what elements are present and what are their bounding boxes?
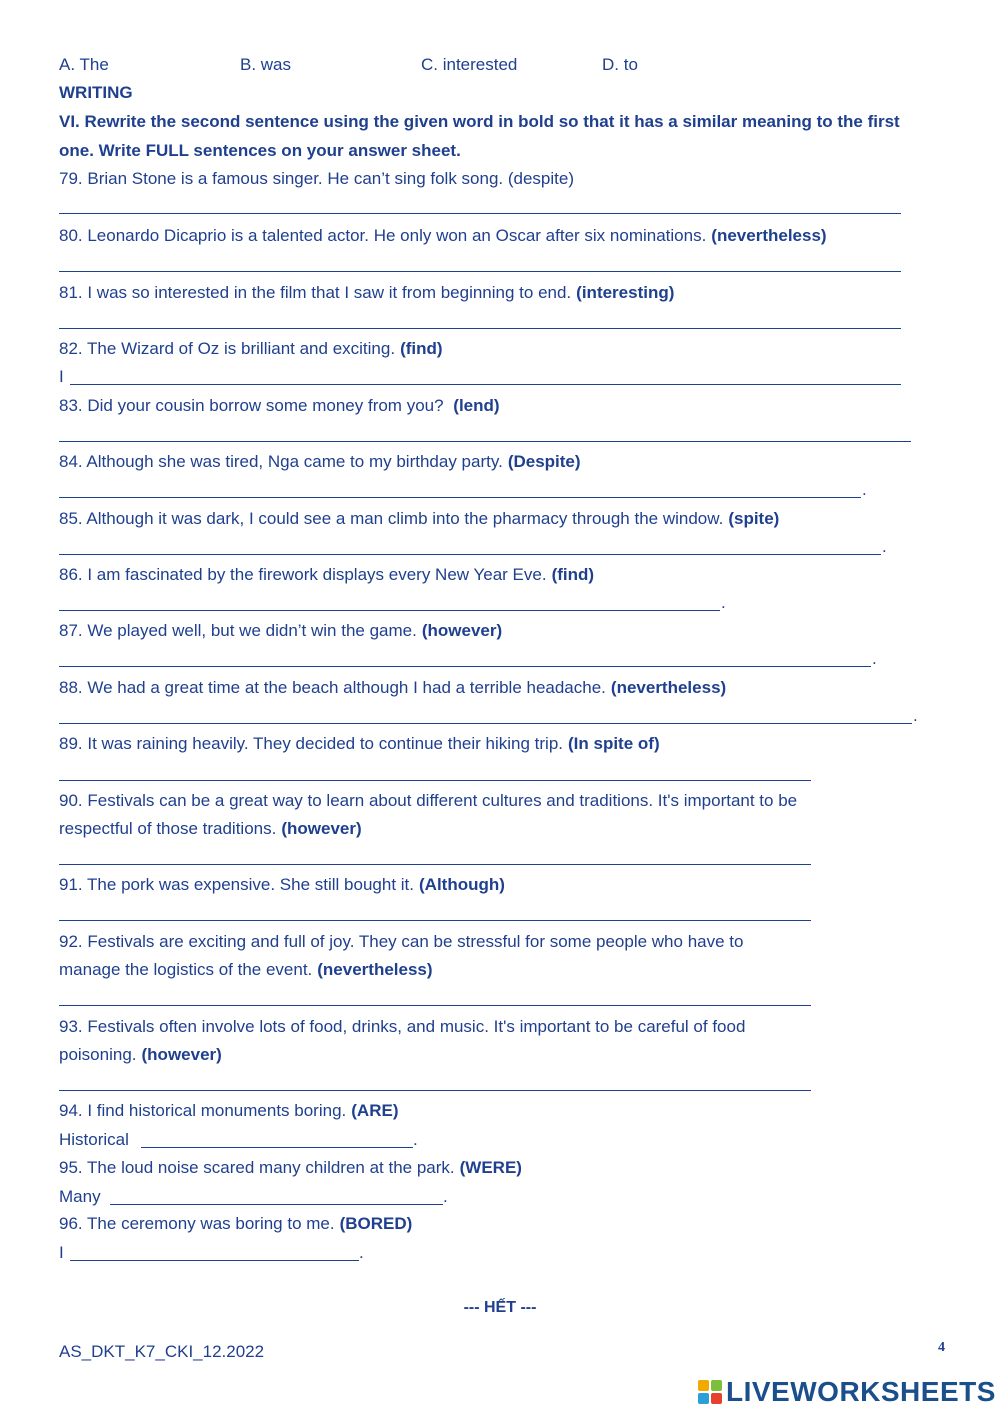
question-87: [59, 620, 502, 642]
question-hint: (In spite of): [568, 734, 660, 753]
section-heading: WRITING: [59, 83, 133, 102]
question-text: 90. Festivals can be a great way to learn about different cultures and traditions. It's important to be: [59, 791, 798, 810]
period: .: [359, 1243, 364, 1262]
end-mark: --- HẾT ---: [463, 1299, 537, 1316]
question-80: [59, 225, 827, 247]
question-hint: (lend): [453, 396, 500, 415]
question-93-line-1: [59, 1016, 745, 1038]
question-hint: (find): [551, 565, 595, 584]
question-hint: (however): [141, 1045, 222, 1064]
question-96: [59, 1213, 412, 1235]
option-b: B. was: [240, 55, 292, 74]
question-text: 91. The pork was expensive. She still bought it.: [59, 875, 414, 894]
question-83: [59, 395, 500, 417]
question-92-line-2: [59, 959, 433, 981]
period: .: [721, 593, 726, 612]
answer-line-83[interactable]: [59, 441, 911, 442]
question-text: 84. Although she was tired, Nga came to my birthday party.: [59, 452, 503, 471]
answer-line-90[interactable]: [59, 864, 811, 865]
question-text: 95. The loud noise scared many children at the park.: [59, 1158, 455, 1177]
period: .: [862, 480, 867, 499]
question-text: 79. Brian Stone is a famous singer. He can’t sing folk song. (despite): [59, 169, 574, 188]
document-code: AS_DKT_K7_CKI_12.2022: [59, 1342, 265, 1361]
period: .: [882, 537, 887, 556]
liveworksheets-icon: [698, 1380, 722, 1404]
question-94: [59, 1100, 398, 1122]
question-hint: (nevertheless): [711, 226, 827, 245]
period: .: [872, 649, 877, 668]
answer-line-80[interactable]: [59, 271, 901, 272]
answer-line-92[interactable]: [59, 1005, 811, 1006]
period: .: [913, 706, 918, 725]
question-hint: (Although): [419, 875, 505, 894]
question-text: 94. I find historical monuments boring.: [59, 1101, 347, 1120]
instruction-line-2: one. Write FULL sentences on your answer sheet.: [59, 141, 461, 160]
answer-line-81[interactable]: [59, 328, 901, 329]
answer-line-89[interactable]: [59, 780, 811, 781]
answer-line-93[interactable]: [59, 1090, 811, 1091]
question-92-line-1: [59, 931, 743, 953]
answer-prefix-96: I: [59, 1243, 64, 1262]
question-hint: (BORED): [339, 1214, 413, 1233]
question-text: manage the logistics of the event.: [59, 960, 313, 979]
option-d: D. to: [602, 55, 638, 74]
instruction-line-1: VI. Rewrite the second sentence using the given word in bold so that it has a similar meaning to the first: [59, 112, 900, 131]
answer-line-82[interactable]: [70, 384, 901, 385]
question-text: 92. Festivals are exciting and full of joy. They can be stressful for some people who have to: [59, 932, 744, 951]
answer-line-84[interactable]: [59, 497, 861, 498]
answer-prefix-94: Historical: [59, 1130, 129, 1149]
liveworksheets-logo[interactable]: [698, 1376, 996, 1408]
question-text: 88. We had a great time at the beach although I had a terrible headache.: [59, 678, 606, 697]
question-text: 80. Leonardo Dicaprio is a talented actor. He only won an Oscar after six nominations.: [59, 226, 707, 245]
page-number: 4: [938, 1340, 945, 1355]
period: .: [443, 1187, 448, 1206]
question-hint: (nevertheless): [317, 960, 433, 979]
question-hint: (nevertheless): [610, 678, 727, 697]
question-90-line-1: [59, 790, 797, 812]
answer-line-96[interactable]: [70, 1260, 359, 1261]
option-c: C. interested: [421, 55, 518, 74]
answer-line-85[interactable]: [59, 554, 881, 555]
answer-prefix-82: I: [59, 367, 64, 386]
question-84: [59, 451, 581, 473]
answer-line-88[interactable]: [59, 723, 912, 724]
question-text: 85. Although it was dark, I could see a man climb into the pharmacy through the window.: [59, 509, 724, 528]
question-79: [59, 168, 574, 190]
question-86: [59, 564, 594, 586]
question-hint: (however): [281, 819, 362, 838]
option-a: A. The: [59, 55, 109, 74]
answer-line-95[interactable]: [110, 1204, 443, 1205]
question-95: [59, 1157, 522, 1179]
question-text: 96. The ceremony was boring to me.: [59, 1214, 335, 1233]
question-hint: (Despite): [507, 452, 581, 471]
question-hint: (spite): [728, 509, 780, 528]
question-90-line-2: [59, 818, 362, 840]
question-81: [59, 282, 674, 304]
question-text: 82. The Wizard of Oz is brilliant and exciting.: [59, 339, 396, 358]
answer-line-79[interactable]: [59, 213, 901, 214]
question-hint: (find): [400, 339, 443, 358]
question-91: [59, 874, 505, 896]
answer-line-91[interactable]: [59, 920, 811, 921]
question-hint: (however): [421, 621, 503, 640]
question-89: [59, 733, 660, 755]
question-88: [59, 677, 726, 699]
question-text: 93. Festivals often involve lots of food, drinks, and music. It's important to be careful of food: [59, 1017, 746, 1036]
question-82: [59, 338, 443, 360]
period: .: [413, 1130, 418, 1149]
question-text: 83. Did your cousin borrow some money from you?: [59, 396, 449, 415]
answer-line-86[interactable]: [59, 610, 720, 611]
question-hint: (WERE): [459, 1158, 522, 1177]
answer-line-94[interactable]: [141, 1147, 413, 1148]
brand-name: LIVEWORKSHEETS: [726, 1376, 996, 1407]
question-text: 86. I am fascinated by the firework displays every New Year Eve.: [59, 565, 547, 584]
question-hint: (ARE): [351, 1101, 399, 1120]
question-text: 89. It was raining heavily. They decided to continue their hiking trip.: [59, 734, 563, 753]
question-85: [59, 508, 779, 530]
answer-prefix-95: Many: [59, 1187, 101, 1206]
question-text: poisoning.: [59, 1045, 137, 1064]
question-text: 81. I was so interested in the film that I saw it from beginning to end.: [59, 283, 572, 302]
answer-line-87[interactable]: [59, 666, 871, 667]
question-93-line-2: [59, 1044, 222, 1066]
question-text: respectful of those traditions.: [59, 819, 277, 838]
question-hint: (interesting): [576, 283, 675, 302]
question-text: 87. We played well, but we didn’t win the game.: [59, 621, 417, 640]
